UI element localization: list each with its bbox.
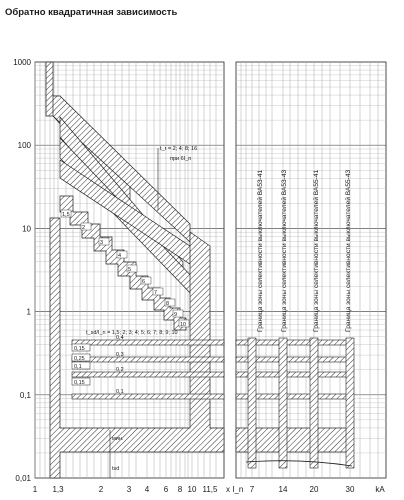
- value-label: 9: [174, 312, 178, 318]
- tr-annotation: t_r = 2; 4; 8; 16: [160, 146, 198, 152]
- x-tick-label: 10: [187, 485, 197, 494]
- x-tick-label-right: 20: [309, 485, 319, 494]
- min-label: мин.: [112, 436, 124, 442]
- y-tick-label: 1000: [13, 58, 31, 67]
- value-label: 10: [180, 322, 187, 328]
- band-label: 0,1: [116, 389, 124, 395]
- left-band-label: 0,25: [74, 356, 85, 362]
- left-band-label: 0,15: [74, 346, 85, 352]
- x-tick-label-right: 30: [345, 485, 355, 494]
- x-tick-label: 1,3: [52, 485, 64, 494]
- value-label: 5: [128, 267, 132, 273]
- instant-band: [72, 340, 224, 345]
- instant-band: [72, 357, 224, 362]
- x-tick-label: 1: [32, 485, 38, 494]
- value-label: 4: [118, 253, 122, 259]
- y-tick-label: 10: [22, 224, 31, 234]
- chart-bands: [46, 62, 354, 478]
- instant-band: [72, 394, 224, 399]
- selectivity-boundary-label: Граница зоны селективности выключателей ВА53-43: [281, 169, 288, 332]
- value-label: 1,5: [62, 212, 70, 218]
- x-tick-label: 11,5: [202, 485, 218, 494]
- value-label: 8: [166, 301, 170, 307]
- tsd-annotation: t_sd/I_n = 1,5; 2; 3; 4; 5; 6; 7; 8; 9; 10: [86, 330, 178, 336]
- x-axis-label-right: kA: [375, 485, 385, 494]
- x-axis-label-left: x I_n: [226, 485, 244, 494]
- instant-band: [72, 372, 224, 377]
- band-label: 0,4: [116, 335, 124, 341]
- value-label: 2: [82, 225, 86, 231]
- left-band-label: 0,15: [74, 380, 85, 386]
- value-label: 3: [100, 240, 104, 246]
- selectivity-boundary-label: Граница зоны селективности выключателей ВА55-41: [313, 169, 320, 332]
- band-label: 0,3: [116, 352, 124, 358]
- value-label: 7: [154, 290, 158, 296]
- bottom-curve: [246, 461, 352, 466]
- x-tick-label-right: 7: [249, 485, 255, 494]
- selectivity-bar: [279, 338, 287, 468]
- selectivity-bar: [346, 338, 354, 468]
- x-tick-label-right: 14: [278, 485, 288, 494]
- x-tick-label: 8: [177, 485, 183, 494]
- selectivity-bar: [310, 338, 318, 468]
- x-tick-label: 6: [163, 485, 169, 494]
- selectivity-boundary-label: Граница зоны селективности выключателей ВА55-43: [345, 169, 352, 332]
- selectivity-bar: [248, 338, 256, 468]
- band-label: 0,2: [116, 367, 124, 373]
- x-tick-label: 3: [126, 485, 132, 494]
- y-tick-label: 0,01: [15, 474, 31, 483]
- y-tick-label: 1: [26, 307, 31, 317]
- tr-sub-annotation: при 6I_n: [170, 156, 192, 162]
- chart-title: Обратно квадратичная зависимость: [5, 7, 178, 18]
- tsd-label: tsd: [112, 466, 120, 472]
- value-label: 6: [142, 279, 146, 285]
- selectivity-boundary-label: Граница зоны селективности выключателей ВА53-41: [257, 169, 264, 332]
- y-tick-label: 100: [17, 141, 31, 151]
- left-band-label: 0,1: [74, 364, 82, 370]
- x-tick-label: 2: [98, 485, 104, 494]
- y-tick-label: 0,1: [19, 390, 31, 400]
- x-tick-label: 4: [144, 485, 150, 494]
